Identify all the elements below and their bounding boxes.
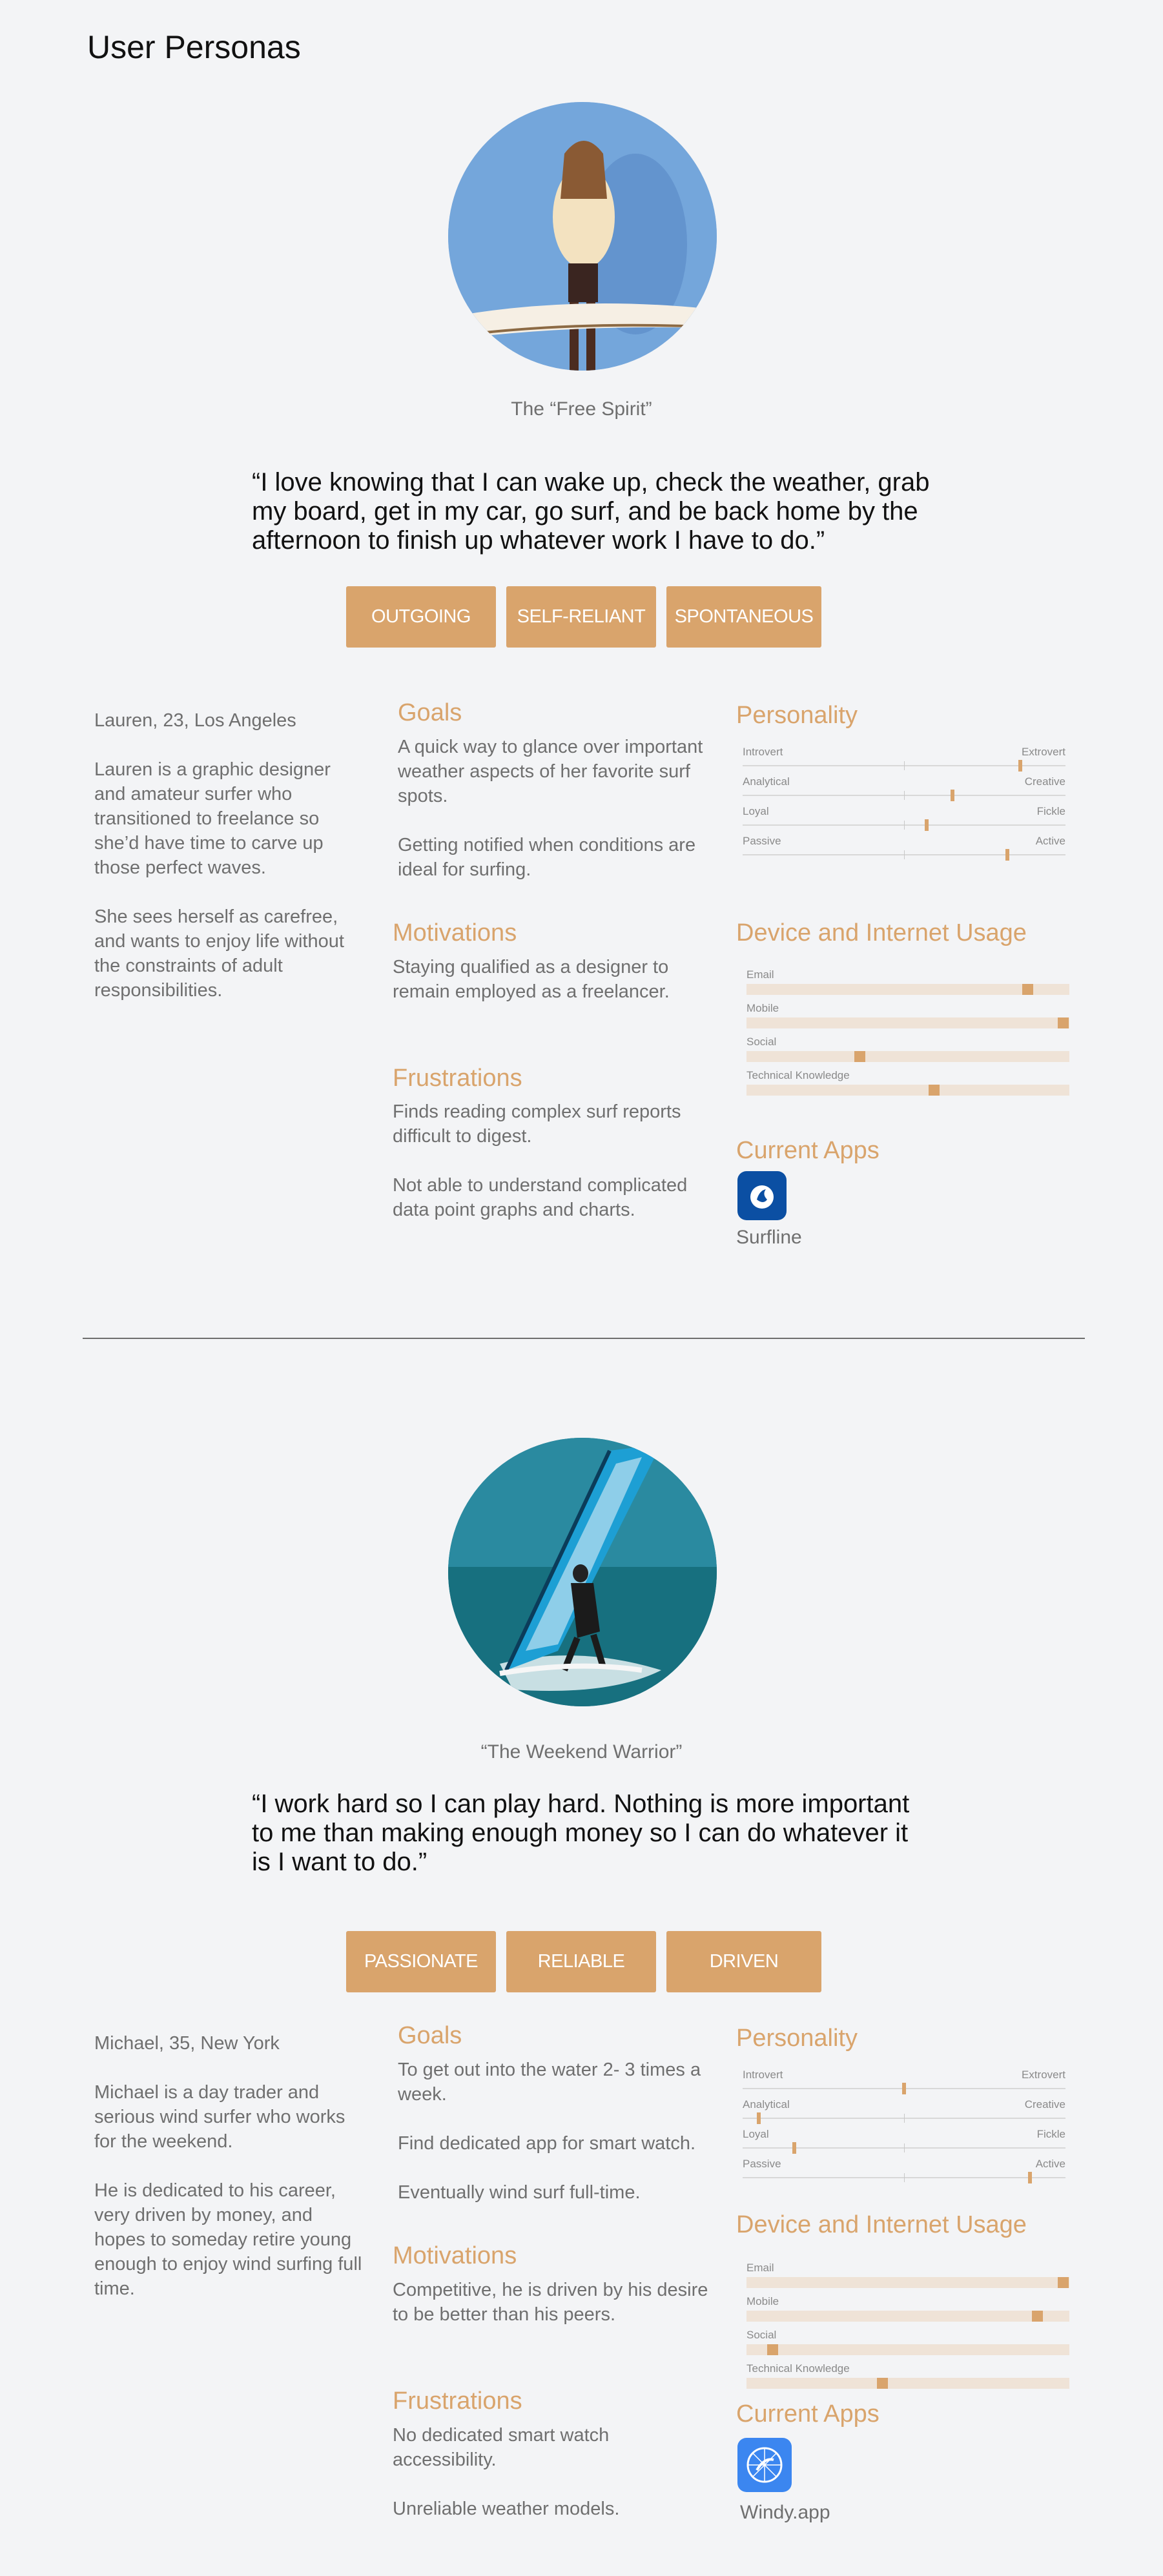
frustration-item: Finds reading complex surf reports difficult to digest. [393, 1101, 681, 1147]
slider-marker [1028, 2172, 1032, 2183]
usage-track [746, 1051, 1069, 1062]
personality-slider [743, 805, 1065, 835]
slider-right-label: Extrovert [1021, 746, 1065, 758]
motivation-item: Staying qualified as a designer to remain employed as a freelancer. [393, 957, 670, 1002]
slider-marker [925, 819, 929, 831]
current-apps-heading: Current Apps [736, 1137, 880, 1164]
slider-midpoint [904, 761, 905, 770]
persona-quote: “I work hard so I can play hard. Nothing is more important to me than making enough money so I can do whatever it is I want to do.” [252, 1790, 910, 1876]
personality-heading: Personality [736, 2025, 858, 2052]
slider-midpoint [904, 2114, 905, 2123]
usage-track [746, 1085, 1069, 1096]
usage-track [746, 1017, 1069, 1028]
personality-slider [743, 835, 1065, 864]
usage-bar [746, 2295, 1069, 2329]
usage-bar [746, 2329, 1069, 2362]
usage-marker [877, 2378, 888, 2389]
slider-left-label: Passive [743, 2158, 781, 2170]
slider-left-label: Passive [743, 835, 781, 847]
slider-marker [1005, 849, 1009, 861]
bio-paragraph: He is dedicated to his career, very driven by money, and hopes to someday retire young enough to enjoy wind surfing full time. [94, 2180, 362, 2299]
slider-left-label: Introvert [743, 2069, 783, 2081]
usage-label: Social [746, 2329, 777, 2341]
motivation-item: Competitive, he is driven by his desire to be better than his peers. [393, 2280, 708, 2325]
slider-left-label: Analytical [743, 775, 790, 788]
trait-tag: SELF-RELIANT [506, 586, 656, 648]
slider-marker [757, 2112, 761, 2124]
slider-right-label: Fickle [1036, 805, 1065, 817]
persona-bio [94, 2031, 365, 2326]
frustrations-list [393, 1099, 696, 1247]
persona-bio [94, 708, 365, 1027]
persona-photo-surfer [448, 102, 717, 371]
goals-heading: Goals [398, 2022, 462, 2049]
usage-track [746, 2344, 1069, 2355]
slider-midpoint [904, 850, 905, 859]
frustrations-heading: Frustrations [393, 1065, 522, 1092]
usage-track [746, 984, 1069, 995]
usage-bar [746, 1036, 1069, 1069]
trait-tag: PASSIONATE [346, 1931, 496, 1992]
usage-bar [746, 2262, 1069, 2295]
usage-bar [746, 1069, 1069, 1103]
slider-midpoint [904, 791, 905, 800]
frustrations-list [393, 2423, 670, 2546]
usage-label: Mobile [746, 1002, 779, 1014]
usage-label: Mobile [746, 2295, 779, 2307]
motivations-heading: Motivations [393, 919, 517, 946]
persona-nickname: The “Free Spirit” [511, 398, 652, 420]
personality-slider [743, 746, 1065, 775]
usage-label: Email [746, 2262, 774, 2274]
usage-bars [746, 968, 1069, 1103]
usage-bars [746, 2262, 1069, 2396]
motivations-heading: Motivations [393, 2242, 517, 2269]
usage-label: Email [746, 968, 774, 981]
current-apps-heading: Current Apps [736, 2400, 880, 2428]
personality-slider [743, 775, 1065, 805]
usage-marker [767, 2344, 778, 2355]
slider-left-label: Loyal [743, 2128, 769, 2140]
frustrations-heading: Frustrations [393, 2387, 522, 2415]
motivations-list [393, 2278, 709, 2351]
slider-right-label: Creative [1024, 2098, 1065, 2111]
slider-left-label: Loyal [743, 805, 769, 817]
usage-marker [1032, 2311, 1043, 2322]
usage-heading: Device and Internet Usage [736, 2211, 1027, 2238]
usage-marker [854, 1051, 865, 1062]
usage-marker [1058, 1017, 1069, 1028]
slider-right-label: Extrovert [1021, 2069, 1065, 2081]
app-name: Windy.app [740, 2502, 830, 2523]
personality-slider [743, 2069, 1065, 2098]
frustration-item: Unreliable weather models. [393, 2499, 620, 2519]
slider-marker [902, 2083, 906, 2094]
personality-sliders [743, 2069, 1065, 2187]
trait-tag: RELIABLE [506, 1931, 656, 1992]
persona-identity: Michael, 35, New York [94, 2033, 280, 2054]
trait-tag: SPONTANEOUS [666, 586, 821, 648]
usage-marker [1058, 2277, 1069, 2288]
slider-right-label: Creative [1024, 775, 1065, 788]
bio-paragraph: Lauren is a graphic designer and amateur surfer who transitioned to freelance so she’d have time to carve up those perfect waves. [94, 759, 331, 878]
usage-label: Technical Knowledge [746, 2362, 850, 2375]
usage-heading: Device and Internet Usage [736, 919, 1027, 946]
slider-marker [792, 2142, 796, 2154]
persona-photo-windsurfer [448, 1438, 717, 1706]
slider-right-label: Active [1035, 2158, 1065, 2170]
page-title: User Personas [87, 29, 301, 65]
usage-track [746, 2378, 1069, 2389]
personality-sliders [743, 746, 1065, 864]
goals-list [398, 2058, 714, 2229]
frustration-item: No dedicated smart watch accessibility. [393, 2425, 610, 2470]
slider-right-label: Fickle [1036, 2128, 1065, 2140]
persona-identity: Lauren, 23, Los Angeles [94, 710, 296, 731]
frustration-item: Not able to understand complicated data point graphs and charts. [393, 1175, 688, 1220]
trait-tag: DRIVEN [666, 1931, 821, 1992]
slider-marker [951, 790, 954, 801]
usage-label: Technical Knowledge [746, 1069, 850, 1081]
bio-paragraph: Michael is a day trader and serious wind surfer who works for the weekend. [94, 2082, 345, 2152]
goal-item: To get out into the water 2- 3 times a week. [398, 2060, 701, 2105]
trait-tag: OUTGOING [346, 586, 496, 648]
goal-item: Eventually wind surf full-time. [398, 2182, 641, 2203]
usage-bar [746, 2362, 1069, 2396]
usage-label: Social [746, 1036, 777, 1048]
slider-midpoint [904, 2173, 905, 2182]
slider-right-label: Active [1035, 835, 1065, 847]
personality-slider [743, 2098, 1065, 2128]
persona-quote: “I love knowing that I can wake up, check the weather, grab my board, get in my car, go surf, and be back home by the afternoon to finish up whatever work I have to do.” [252, 468, 930, 555]
usage-bar [746, 1002, 1069, 1036]
goal-item: Find dedicated app for smart watch. [398, 2133, 696, 2154]
usage-marker [1022, 984, 1033, 995]
section-divider [83, 1338, 1085, 1339]
slider-midpoint [904, 2143, 905, 2152]
usage-track [746, 2277, 1069, 2288]
app-name: Surfline [736, 1227, 802, 1248]
slider-left-label: Analytical [743, 2098, 790, 2111]
usage-marker [929, 1085, 940, 1096]
slider-left-label: Introvert [743, 746, 783, 758]
bio-paragraph: She sees herself as carefree, and wants to enjoy life without the constraints of adult responsibilities. [94, 906, 344, 1001]
personality-heading: Personality [736, 702, 858, 729]
slider-marker [1018, 760, 1022, 772]
goal-item: Getting notified when conditions are ideal for surfing. [398, 835, 696, 880]
personality-slider [743, 2158, 1065, 2187]
goal-item: A quick way to glance over important weather aspects of her favorite surf spots. [398, 737, 703, 806]
goals-list [398, 735, 714, 906]
surfline-app-icon[interactable] [737, 1171, 787, 1220]
personality-slider [743, 2128, 1065, 2158]
windy-app-icon[interactable] [737, 2438, 792, 2492]
goals-heading: Goals [398, 699, 462, 726]
slider-midpoint [904, 821, 905, 830]
usage-track [746, 2311, 1069, 2322]
persona-nickname: “The Weekend Warrior” [480, 1741, 683, 1763]
motivations-list [393, 955, 696, 1028]
usage-bar [746, 968, 1069, 1002]
